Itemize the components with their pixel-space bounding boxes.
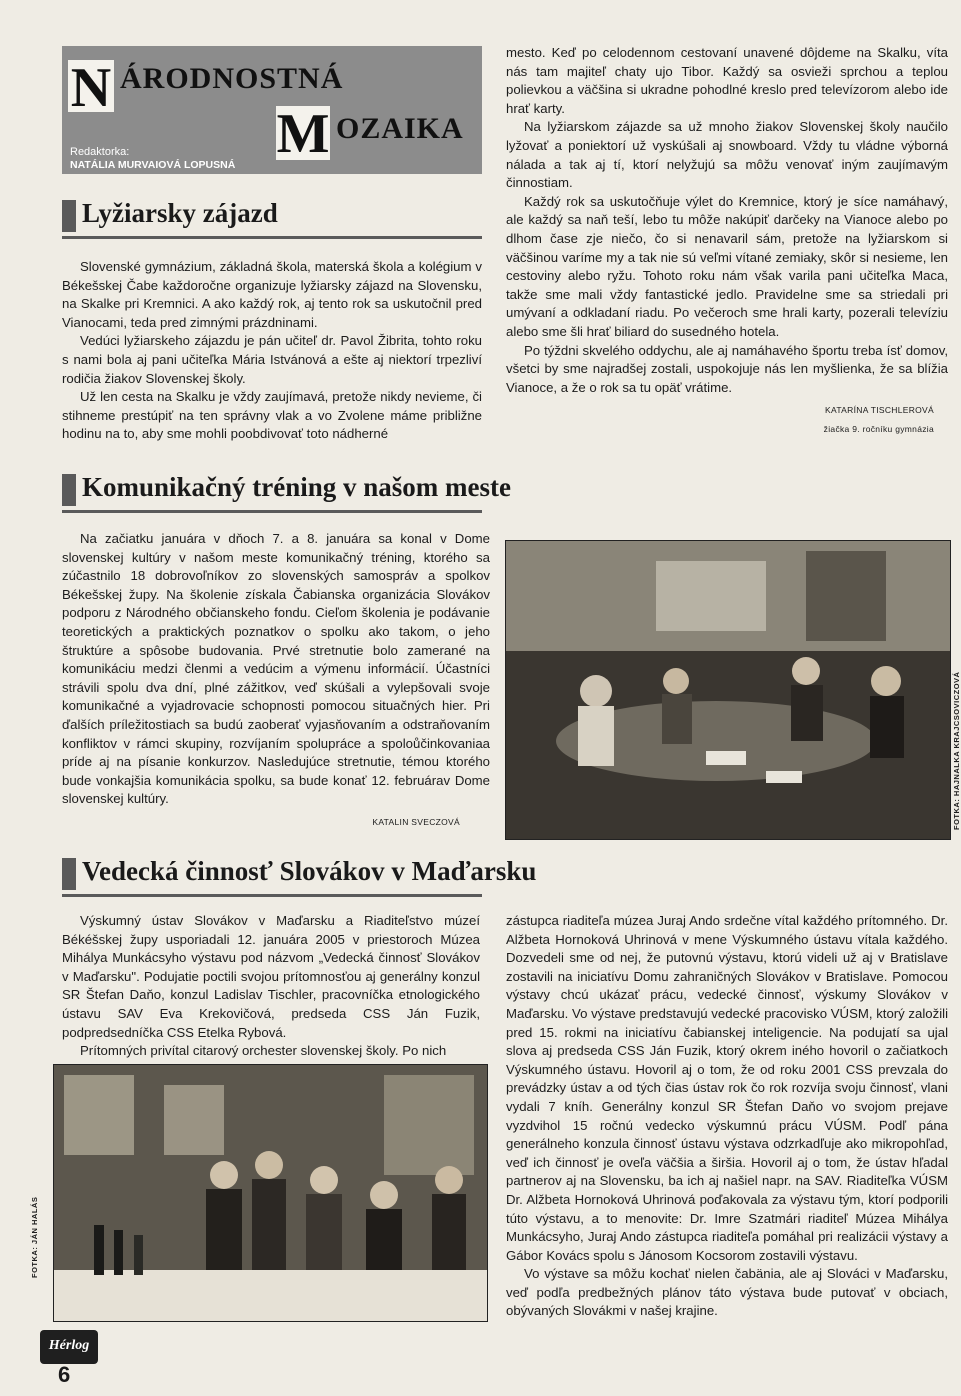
article3-left-column [62,912,480,1061]
article1-paragraph: Slovenské gymnázium, základná škola, materská škola a kolégium v Békešskej Čabe každoročne organizuje lyžiarsky zájazd na Slovensku, na Skalke pri Kremnici. A ako každý rok, aj tento rok sa uskutočnil pred Vianocami, teda pred zimnými prázdninami. [62,259,482,330]
masthead-big-letter-m: M [276,103,330,165]
article3-right-column [506,912,948,1321]
masthead [62,46,482,174]
article1-paragraph: Vedúci lyžiarskeho zájazdu je pán učiteľ dr. Pavol Žibrita, tohto roku s nami bola aj pani učiteľka Mária Istvánová a ešte aj niektorí trpezliví rodičia žiakov Slovenskej školy. [62,333,482,386]
article2-body [62,530,490,832]
article2-title-bar [62,474,76,506]
article1-author-note: žiačka 9. ročníku gymnázia [823,423,934,434]
article1-author: KATARÍNA TISCHLEROVÁ [825,405,934,416]
article1-title: Lyžiarsky zájazd [82,198,278,228]
masthead-word-mozaika: OZAIKA [336,112,464,145]
article3-paragraph: Prítomných privítal citarový orchester slovenskej školy. Po nich [80,1043,447,1059]
article2-title: Komunikačný tréning v našom meste [82,472,512,502]
herlog-logo-text: Hérlog [48,1338,90,1353]
training-photo-scene [506,541,950,839]
masthead-big-letter-n: N [68,60,114,112]
training-photo [505,540,951,840]
editor-name: NATÁLIA MURVAIOVÁ LOPUSNÁ [70,159,236,171]
article3-paragraph: zástupca riaditeľa múzea Juraj Ando srdečne vítal každého prítomného. Dr. Alžbeta Hornoková Uhrinová v mene Výskumného ústavu vítala každého. Dozvedeli sme od nej, že putovnú výstavu, ktorú videli už aj v Bratislave zostavili na iniciatívu Domu zahraničných Slovákov v Bratislave. Pomocou výstavy chcú ukázať prácu, vedecké činnosť, výskumy Slovákov v Maďarsku. Vo výstave predstavujú vedecké pracovisko VÚSM, ktorý založili pred 15. rokmi na iniciatívu čabianskej inteligencie. Na podujatí sa ujal slova aj predseda CSS Ján Fuzik, ktorý okrem iného hovoril o začiatkoch Výskumného ústavu. Hovoril aj o tom, že od roku 2001 CSS prevzala do prevádzky ústav a od tých čias ústav rok čo rok rozvíja svoju činnosť, vlani vydali 7 kníh. Generálny konzul SR Štefan Daňo vo svojom prejave vyzdvihol 15 ročnú vedecko výskumnú prácu VÚSM. Podľ pána generálneho konzula činnosť ústavu výstava odzrkadľuje ako mikropohľad, veď ich činnosť je oveľa väčšia a širšia. Hovoril aj o tom, že ústav hľadal partnerov aj na Slovensku, ba ich aj našiel napr. na SAV. Riaditeľka VÚSM Dr. Alžbeta Hornoková Uhrinová poďakovala za výstavu tým, ktorí podporili túto výstavu, a to menovite: Dr. Imre Szatmári riaditeľ Múzea Mihálya Munkácsyho, Juraj Ando zástupca riaditeľa pomáhal pri realizácii výstavy a Gábor Kovács spolu s Jánosom Kocsorom zostavili výstavu. [506,913,949,1263]
article2-paragraph: Na začiatku januára v dňoch 7. a 8. januára sa konal v Dome slovenskej kultúry v našom meste komunikačný tréning, ktorého sa zúčastnilo 18 dobrovoľníkov zo slovenských samospráv a spolkov Békešskej župy. Na školenie získala Čabianska organizácia Slovákov podporu z Národného občianskeho fondu. Cieľom školenia je podávanie teoretických a praktických poznatkov o spolku ako takom, o jeho štruktúre a spôsobe budovania. Prvé stretnutie bolo zamerané na komunikáciu medzi členmi a vedúcim a výmenu informácií. Účastníci strávili spolu dva dní, plné zážitkov, veď skúšali a vylepšovali svoje komunikačné a vyjadrovacie schopnosti pomocou situačných hier. Pri ďalších príležitostiach sa budú zaoberať vyjasňovaním a odstraňovaním konfliktov v rámci skupiny, rozvíjaním spolupráce a spoloůčinkovaniaa príde aj na písanie konkurzov. Nasledujúce stretnutie, témou ktorého bude vonkajšia komunikácia spolku, sa bude konať 12. februárav Dome slovenskej kultúry. [62,531,490,807]
article3-paragraph: Vo výstave sa môžu kochať nielen čabänia, ale aj Slováci v Maďarsku, veď podľa predbežných plánov táto výstava bude putovať v obciach, obývaných Slovákmi v našej krajine. [506,1266,948,1319]
article1-left-column [62,258,482,444]
article1-title-bar [62,200,76,232]
article3-title-rule [62,894,482,897]
article3-photo-credit: FOTKA: JÁN HALÁS [30,1196,39,1278]
article3-paragraph: Výskumný ústav Slovákov v Maďarsku a Riaditeľstvo múzeí Békéšskej župy usporiadali 12. januára 2005 v priestoroch Múzea Mihálya Munkácsyho výstavu pod názvom „Vedecká činnosť Slovákov v Maďarsku". Podujatie poctili svojou prítomnosťou aj generálny konzul SR Štefan Daňo, konzul Ladislav Tischler, pracovníčka etnologického ústavu SAV Eva Krekovičová, predseda CSS Ján Fuzik, podpredsedníčka CSS Etelka Rybová. [62,913,480,1040]
article3-title: Vedecká činnosť Slovákov v Maďarsku [82,856,537,886]
page-number: 6 [58,1362,71,1387]
article2-title-rule [62,510,482,513]
exhibition-photo-scene [54,1065,487,1321]
editor-label: Redaktorka: [70,146,130,158]
article3-title-bar [62,858,76,890]
article1-right-column [506,44,948,438]
exhibition-photo [53,1064,488,1322]
article1-paragraph: mesto. Keď po celodennom cestovaní unavené dôjdeme na Skalku, víta nás tam majiteľ chaty ujo Tibor. Každý sa osvieži sprchou a teplou polievkou a väčšina si ukradne pohodlné kreslo pred televízorom alebo ide hrať karty. [506,45,948,116]
article1-paragraph: Po týždni skvelého oddychu, ale aj namáhavého športu treba ísť domov, všetci by sme najradšej zostali, uspokojuje nás len myšlienka, že sa blížia Vianoce, a že o rok sa tu opäť vrátime. [506,342,948,395]
article1-title-rule [62,236,482,239]
article1-paragraph: Na lyžiarskom zájazde sa už mnoho žiakov Slovenskej školy naučilo lyžovať a poniektorí už vyskúšali aj snowboard. Vždy tu vládne výborná nálada a tak aj tí, ktorí nelyžujú sa môžu venovať iným zaujímavým činnostiam. [506,119,948,191]
article1-paragraph: Už len cesta na Skalku je vždy zaujímavá, pretože nikdy nevieme, či stihneme prestúpiť na ten správny vlak a vo Zvolene máme približne hodinu na to, aby sme mohli poobdivovať toto nádherné [62,389,482,442]
article1-paragraph: Každý rok sa uskutočňuje výlet do Kremnice, ktorý je síce namáhavý, ale každý sa naň teší, lebo tu môže nakúpiť darčeky na Vianoce alebo po dlhom čase zje niečo, čo si nenavaril sám, pretože na lyžiarskom si väčšinou varíme my a tak nie sú veľmi vítané zemiaky, skôr si nesieme, len cestoviny alebo ryžu. Tohoto roku nám však varila pani učiteľka Maca, takže sme mali vždy fantastické jedlo. Pravidelne sme sa striedali pri umývaní a odkladaní riadu. Po večeroch sme hrali karty, pozerali televíziu alebo sme šli hrať biliard do susedného hotela. [506,193,948,339]
masthead-word-narodnostna: ÁRODNOSTNÁ [120,62,344,95]
article2-photo-credit: FOTKA: HAJNALKA KRAJCSOVICZOVÁ [952,671,961,830]
article2-author: KATALIN SVECZOVÁ [372,816,460,827]
herlog-logo [40,1330,98,1364]
